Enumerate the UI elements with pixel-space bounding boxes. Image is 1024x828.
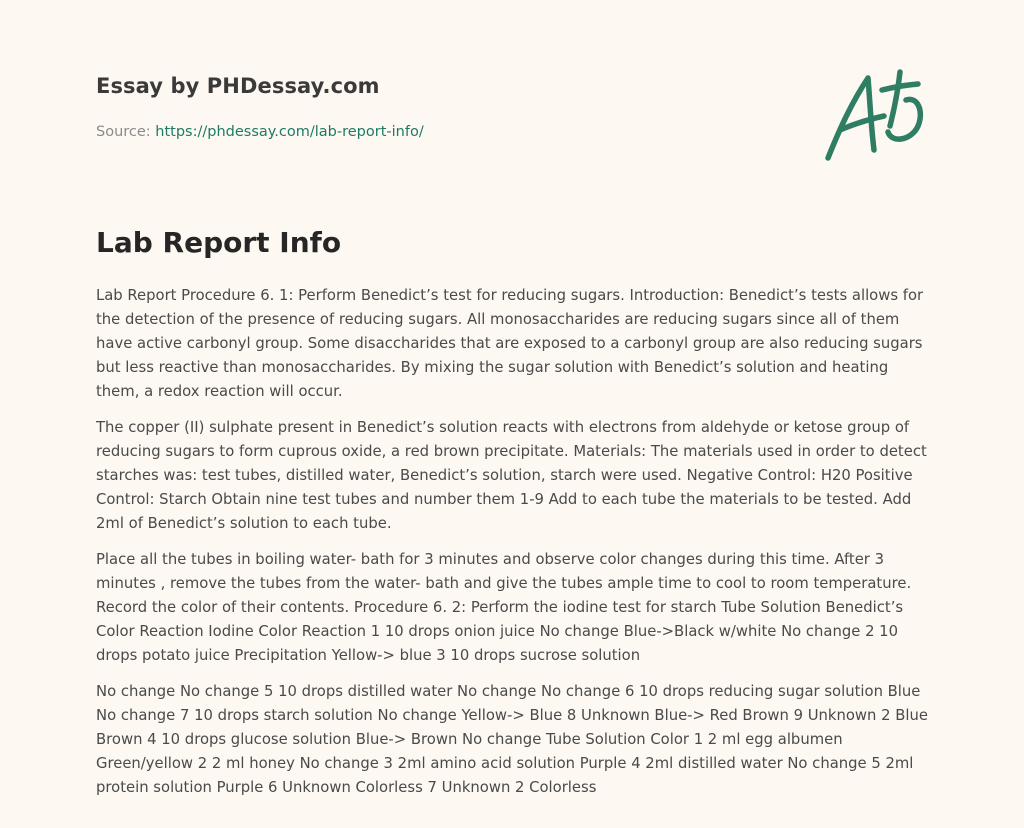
paragraph: No change No change 5 10 drops distilled water No change No change 6 10 drops reducing sugar solution Blue No change 7 10 drops starch solution No change Yellow-> Blue 8 Unknown Blue-> Red Brown 9 Unknown 2 Blue Brown 4 10 drops glucose solution Blue-> Brown No change Tube Solution Color 1 2 ml egg albumen Green/yellow 2 2 ml honey No change 3 2ml amino acid solution Purple 4 2ml distilled water No change 5 2ml protein solution Purple 6 Unknown Colorless 7 Unknown 2 Colorless	[96, 683, 928, 796]
paragraph: Lab Report Procedure 6. 1: Perform Benedict’s test for reducing sugars. Introduction: Benedict’s tests allows for the detection of the presence of reducing sugars. All monosaccharides are reducing sugars since all of them have active carbonyl group. Some disaccharides that are exposed to a carbonyl group are also reducing sugars but less reactive than monosaccharides. By mixing the sugar solution with Benedict’s solution and heating them, a redox reaction will occur.	[96, 287, 924, 400]
source-line	[96, 124, 424, 140]
a-plus-icon	[818, 66, 930, 166]
article-title: Lab Report Info	[96, 226, 342, 259]
site-brand: Essay by PHDessay.com	[96, 74, 380, 98]
article-body	[96, 284, 932, 812]
paragraph: The copper (II) sulphate present in Benedict’s solution reacts with electrons from aldehyde or ketose group of reducing sugars to form cuprous oxide, a red brown precipitate. Materials: The materials used in order to detect starches was: test tubes, distilled water, Benedict’s solution, starch were used. Negative Control: H20 Positive Control: Starch Obtain nine test tubes and number them 1-9 Add to each tube the materials to be tested. Add 2ml of Benedict’s solution to each tube.	[96, 419, 927, 532]
source-link[interactable]: https://phdessay.com/lab-report-info/	[155, 124, 424, 140]
page-header	[96, 74, 796, 140]
source-label: Source:	[96, 124, 151, 140]
paragraph: Place all the tubes in boiling water- bath for 3 minutes and observe color changes during this time. After 3 minutes , remove the tubes from the water- bath and give the tubes ample time to cool to room temperature. Record the color of their contents. Procedure 6. 2: Perform the iodine test for starch Tube Solution Benedict’s Color Reaction Iodine Color Reaction 1 10 drops onion juice No change Blue->Black w/white No change 2 10 drops potato juice Precipitation Yellow-> blue 3 10 drops sucrose solution	[96, 551, 912, 664]
